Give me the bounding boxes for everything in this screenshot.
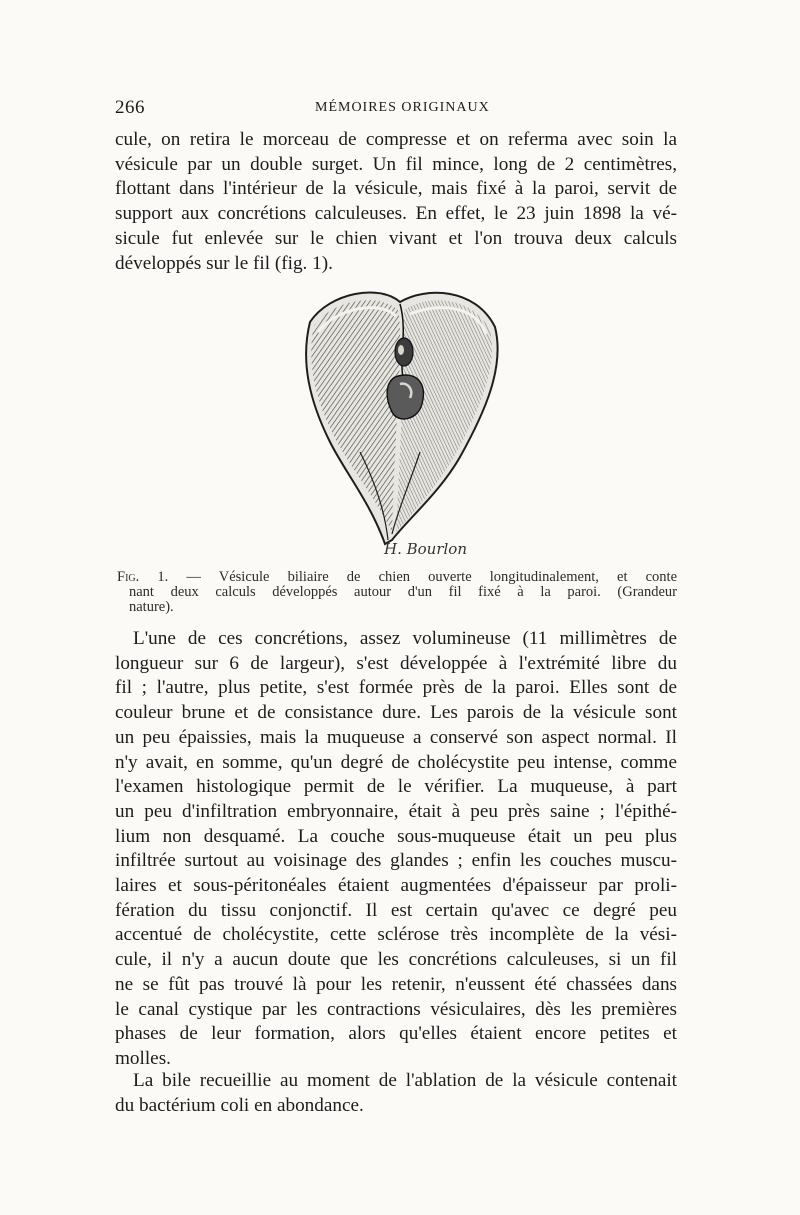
text-line: support aux concrétions calculeuses. En effet, le 23 juin 1898 la vé- [115, 203, 677, 225]
page-number: 266 [115, 97, 145, 118]
text-line: fération du tissu conjonctif. Il est certain qu'avec ce degré peu [115, 899, 677, 921]
text-line: phases de leur formation, alors qu'elles étaient encore petites et [115, 1023, 677, 1045]
running-header [115, 97, 675, 121]
large-calculus [387, 375, 423, 419]
text-line: n'y avait, en somme, qu'un degré de cholécystite peu intense, comme [115, 751, 677, 773]
text-line: L'une de ces concrétions, assez volumineuse (11 millimètres de [133, 628, 677, 649]
text-line: La bile recueillie au moment de l'ablation de la vésicule contenait [133, 1070, 677, 1091]
figure-caption [117, 570, 677, 615]
text-line: lium non desquamé. La couche sous-muqueuse était un peu plus [115, 825, 677, 847]
text-line: un peu épaissies, mais la muqueuse a conservé son aspect normal. Il [115, 726, 677, 748]
paragraph-main [115, 627, 677, 1072]
caption-line [117, 570, 677, 585]
text-line: cule, il n'y a aucun doute que les concrétions calculeuses, si un fil [115, 949, 677, 971]
text-line: laires et sous-péritonéales étaient augmentées d'épaisseur par proli- [115, 875, 677, 897]
text-line: l'examen histologique permit de le vérifier. La muqueuse, à part [115, 776, 677, 798]
text-line: couleur brune et de consistance dure. Les parois de la vésicule sont [115, 702, 677, 724]
text-line: un peu d'infiltration embryonnaire, était à peu près saine ; l'épithé- [115, 800, 677, 822]
text-line: ne se fût pas trouvé là pour les retenir, n'eussent été chassées dans [115, 973, 677, 995]
text-line: molles. [115, 1047, 171, 1069]
text-line: fil ; l'autre, plus petite, s'est formée près de la paroi. Elles sont de [115, 677, 677, 699]
text-line: vésicule par un double surget. Un fil mince, long de 2 centimètres, [115, 153, 677, 175]
running-title: MÉMOIRES ORIGINAUX [315, 100, 490, 115]
text-line: infiltrée surtout au voisinage des glandes ; enfin les couches muscu- [115, 850, 677, 872]
caption-text: — Vésicule biliaire de chien ouverte longitudinalement, et conte [186, 569, 678, 585]
paragraph-top [115, 128, 677, 276]
text-line: du bactérium coli en abondance. [115, 1094, 364, 1116]
text-line: développés sur le fil (fig. 1). [115, 252, 333, 274]
text-line: cule, on retira le morceau de compresse et on referma avec soin la [115, 129, 677, 150]
caption-line: nature). [129, 599, 174, 615]
text-line: longueur sur 6 de largeur), s'est développée à l'extrémité libre du [115, 652, 677, 674]
text-line: accentué de cholécystite, cette sclérose très incomplète de la vési- [115, 924, 677, 946]
text-line: sicule fut enlevée sur le chien vivant et l'on trouva deux calculs [115, 227, 677, 249]
text-line: flottant dans l'intérieur de la vésicule, mais fixé à la paroi, servit de [115, 178, 677, 200]
gallbladder-illustration [300, 282, 500, 564]
paragraph-last [115, 1069, 677, 1118]
caption-line: nant deux calculs développés autour d'un fil fixé à la paroi. (Grandeur [129, 584, 677, 600]
small-calculus [395, 338, 413, 366]
illustrator-signature: H. Bourlon [384, 540, 467, 558]
caption-label: Fig. 1. [117, 569, 169, 585]
text-line: le canal cystique par les contractions vésiculaires, dès les premières [115, 998, 677, 1020]
